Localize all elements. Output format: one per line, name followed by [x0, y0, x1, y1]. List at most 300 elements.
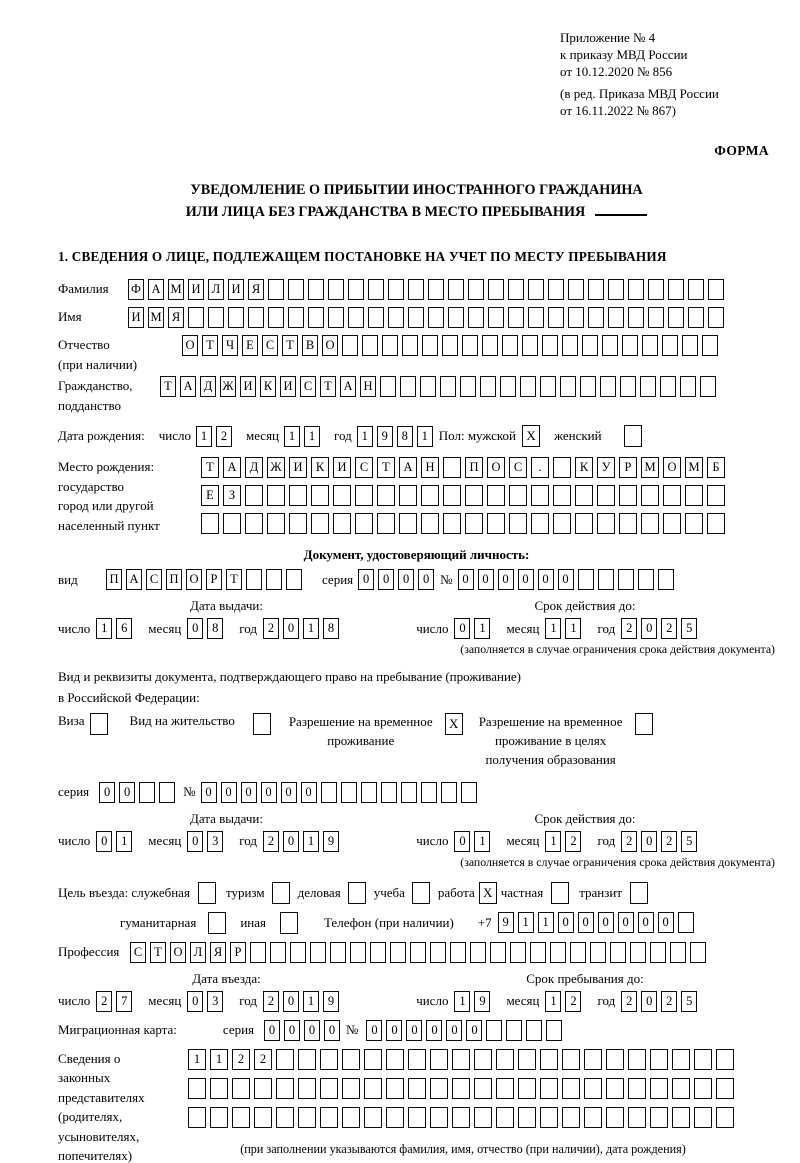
char-cell[interactable]: 1: [518, 912, 534, 933]
char-cell[interactable]: Ч: [222, 335, 238, 356]
char-cell[interactable]: [268, 279, 284, 300]
char-cell[interactable]: 0: [281, 782, 297, 803]
char-cell[interactable]: 2: [565, 991, 581, 1012]
char-cell[interactable]: [443, 485, 461, 506]
char-cell[interactable]: [341, 782, 357, 803]
char-cell[interactable]: [568, 307, 584, 328]
char-cell[interactable]: 0: [578, 912, 594, 933]
char-cell[interactable]: [648, 279, 664, 300]
char-cell[interactable]: 0: [498, 569, 514, 590]
char-cell[interactable]: [410, 942, 426, 963]
char-cell[interactable]: [276, 1049, 294, 1070]
char-cell[interactable]: [386, 1078, 404, 1099]
char-cell[interactable]: [578, 569, 594, 590]
char-cell[interactable]: [590, 942, 606, 963]
char-cell[interactable]: [488, 307, 504, 328]
char-cell[interactable]: [597, 485, 615, 506]
char-cell[interactable]: 1: [284, 426, 300, 447]
char-cell[interactable]: Т: [320, 376, 336, 397]
char-cell[interactable]: 0: [458, 569, 474, 590]
char-cell[interactable]: 0: [558, 912, 574, 933]
char-cell[interactable]: 0: [187, 831, 203, 852]
char-cell[interactable]: [328, 307, 344, 328]
char-cell[interactable]: 2: [232, 1049, 250, 1070]
char-cell[interactable]: [568, 279, 584, 300]
char-cell[interactable]: [440, 376, 456, 397]
char-cell[interactable]: [355, 485, 373, 506]
char-cell[interactable]: 2: [565, 831, 581, 852]
char-cell[interactable]: [461, 782, 477, 803]
char-cell[interactable]: [597, 513, 615, 534]
char-cell[interactable]: [620, 376, 636, 397]
char-cell[interactable]: [575, 485, 593, 506]
char-cell[interactable]: [268, 307, 284, 328]
char-cell[interactable]: 5: [681, 618, 697, 639]
char-cell[interactable]: [422, 335, 438, 356]
char-cell[interactable]: [685, 513, 703, 534]
char-cell[interactable]: [330, 942, 346, 963]
char-cell[interactable]: 1: [545, 991, 561, 1012]
char-cell[interactable]: [518, 1049, 536, 1070]
char-cell[interactable]: 0: [658, 912, 674, 933]
char-cell[interactable]: [254, 1078, 272, 1099]
char-cell[interactable]: 0: [324, 1020, 340, 1041]
char-cell[interactable]: [619, 485, 637, 506]
purpose-work-checkbox[interactable]: X: [479, 882, 497, 904]
char-cell[interactable]: [443, 457, 461, 478]
char-cell[interactable]: [408, 1107, 426, 1128]
char-cell[interactable]: [342, 1078, 360, 1099]
char-cell[interactable]: Р: [619, 457, 637, 478]
char-cell[interactable]: [610, 942, 626, 963]
char-cell[interactable]: Н: [421, 457, 439, 478]
char-cell[interactable]: Т: [202, 335, 218, 356]
char-cell[interactable]: 1: [196, 426, 212, 447]
char-cell[interactable]: В: [302, 335, 318, 356]
char-cell[interactable]: [682, 335, 698, 356]
char-cell[interactable]: [690, 942, 706, 963]
char-cell[interactable]: [368, 279, 384, 300]
char-cell[interactable]: [430, 1078, 448, 1099]
char-cell[interactable]: [450, 942, 466, 963]
char-cell[interactable]: [298, 1049, 316, 1070]
char-cell[interactable]: [382, 335, 398, 356]
char-cell[interactable]: 1: [303, 991, 319, 1012]
char-cell[interactable]: А: [399, 457, 417, 478]
char-cell[interactable]: [381, 782, 397, 803]
char-cell[interactable]: [520, 376, 536, 397]
char-cell[interactable]: [452, 1049, 470, 1070]
char-cell[interactable]: 1: [188, 1049, 206, 1070]
char-cell[interactable]: 1: [303, 618, 319, 639]
char-cell[interactable]: [362, 335, 378, 356]
char-cell[interactable]: П: [106, 569, 122, 590]
char-cell[interactable]: [628, 1107, 646, 1128]
char-cell[interactable]: [276, 1078, 294, 1099]
char-cell[interactable]: [548, 307, 564, 328]
temp-residence-education-checkbox[interactable]: [635, 713, 653, 735]
char-cell[interactable]: [420, 376, 436, 397]
char-cell[interactable]: [509, 513, 527, 534]
char-cell[interactable]: 0: [618, 912, 634, 933]
char-cell[interactable]: О: [663, 457, 681, 478]
char-cell[interactable]: [510, 942, 526, 963]
char-cell[interactable]: [650, 1078, 668, 1099]
char-cell[interactable]: [716, 1049, 734, 1070]
char-cell[interactable]: Б: [707, 457, 725, 478]
char-cell[interactable]: [580, 376, 596, 397]
char-cell[interactable]: О: [186, 569, 202, 590]
char-cell[interactable]: 1: [545, 831, 561, 852]
char-cell[interactable]: [288, 307, 304, 328]
char-cell[interactable]: 0: [641, 831, 657, 852]
char-cell[interactable]: [223, 513, 241, 534]
char-cell[interactable]: [430, 1107, 448, 1128]
char-cell[interactable]: [470, 942, 486, 963]
char-cell[interactable]: У: [597, 457, 615, 478]
char-cell[interactable]: 9: [498, 912, 514, 933]
char-cell[interactable]: С: [146, 569, 162, 590]
char-cell[interactable]: [700, 376, 716, 397]
char-cell[interactable]: Т: [226, 569, 242, 590]
char-cell[interactable]: [408, 307, 424, 328]
char-cell[interactable]: [386, 1107, 404, 1128]
char-cell[interactable]: [348, 307, 364, 328]
char-cell[interactable]: [506, 1020, 522, 1041]
char-cell[interactable]: [159, 782, 175, 803]
char-cell[interactable]: [320, 1049, 338, 1070]
char-cell[interactable]: [628, 279, 644, 300]
char-cell[interactable]: [289, 513, 307, 534]
char-cell[interactable]: [562, 1049, 580, 1070]
char-cell[interactable]: [311, 513, 329, 534]
char-cell[interactable]: [518, 1107, 536, 1128]
char-cell[interactable]: [641, 513, 659, 534]
char-cell[interactable]: [390, 942, 406, 963]
char-cell[interactable]: И: [333, 457, 351, 478]
char-cell[interactable]: [618, 569, 634, 590]
temp-residence-checkbox[interactable]: X: [445, 713, 463, 735]
char-cell[interactable]: [531, 485, 549, 506]
char-cell[interactable]: 9: [377, 426, 393, 447]
char-cell[interactable]: [188, 307, 204, 328]
purpose-transit-checkbox[interactable]: [630, 882, 648, 904]
char-cell[interactable]: [428, 279, 444, 300]
char-cell[interactable]: 2: [661, 618, 677, 639]
char-cell[interactable]: [584, 1049, 602, 1070]
char-cell[interactable]: [250, 942, 266, 963]
char-cell[interactable]: 0: [538, 569, 554, 590]
char-cell[interactable]: 0: [96, 831, 112, 852]
char-cell[interactable]: 1: [538, 912, 554, 933]
char-cell[interactable]: 2: [216, 426, 232, 447]
char-cell[interactable]: 0: [598, 912, 614, 933]
char-cell[interactable]: С: [509, 457, 527, 478]
purpose-private-checkbox[interactable]: [551, 882, 569, 904]
char-cell[interactable]: И: [280, 376, 296, 397]
char-cell[interactable]: 2: [96, 991, 112, 1012]
char-cell[interactable]: 7: [116, 991, 132, 1012]
char-cell[interactable]: [321, 782, 337, 803]
char-cell[interactable]: 1: [454, 991, 470, 1012]
char-cell[interactable]: [342, 1107, 360, 1128]
char-cell[interactable]: 9: [323, 831, 339, 852]
char-cell[interactable]: [139, 782, 155, 803]
char-cell[interactable]: [430, 942, 446, 963]
char-cell[interactable]: [487, 485, 505, 506]
char-cell[interactable]: [553, 457, 571, 478]
char-cell[interactable]: [266, 569, 282, 590]
char-cell[interactable]: К: [311, 457, 329, 478]
char-cell[interactable]: [380, 376, 396, 397]
char-cell[interactable]: [246, 569, 262, 590]
char-cell[interactable]: [688, 307, 704, 328]
char-cell[interactable]: [588, 279, 604, 300]
char-cell[interactable]: [399, 513, 417, 534]
char-cell[interactable]: Т: [377, 457, 395, 478]
char-cell[interactable]: [628, 1049, 646, 1070]
char-cell[interactable]: [402, 335, 418, 356]
char-cell[interactable]: [311, 485, 329, 506]
char-cell[interactable]: [421, 782, 437, 803]
char-cell[interactable]: 0: [264, 1020, 280, 1041]
char-cell[interactable]: А: [148, 279, 164, 300]
char-cell[interactable]: [333, 485, 351, 506]
char-cell[interactable]: [619, 513, 637, 534]
char-cell[interactable]: П: [166, 569, 182, 590]
char-cell[interactable]: [201, 513, 219, 534]
char-cell[interactable]: [694, 1107, 712, 1128]
char-cell[interactable]: [560, 376, 576, 397]
char-cell[interactable]: 2: [621, 831, 637, 852]
char-cell[interactable]: Т: [150, 942, 166, 963]
char-cell[interactable]: 0: [418, 569, 434, 590]
char-cell[interactable]: И: [289, 457, 307, 478]
char-cell[interactable]: [465, 485, 483, 506]
char-cell[interactable]: [286, 569, 302, 590]
char-cell[interactable]: [598, 569, 614, 590]
char-cell[interactable]: Я: [210, 942, 226, 963]
char-cell[interactable]: 0: [426, 1020, 442, 1041]
char-cell[interactable]: А: [223, 457, 241, 478]
sex-female-checkbox[interactable]: [624, 425, 642, 447]
char-cell[interactable]: 0: [283, 618, 299, 639]
char-cell[interactable]: Ж: [267, 457, 285, 478]
char-cell[interactable]: [648, 307, 664, 328]
char-cell[interactable]: [688, 279, 704, 300]
char-cell[interactable]: [245, 513, 263, 534]
char-cell[interactable]: Ж: [220, 376, 236, 397]
char-cell[interactable]: С: [262, 335, 278, 356]
char-cell[interactable]: [550, 942, 566, 963]
char-cell[interactable]: [364, 1107, 382, 1128]
char-cell[interactable]: 0: [358, 569, 374, 590]
char-cell[interactable]: С: [300, 376, 316, 397]
char-cell[interactable]: [408, 1078, 426, 1099]
char-cell[interactable]: 2: [661, 991, 677, 1012]
char-cell[interactable]: [562, 1078, 580, 1099]
char-cell[interactable]: 0: [201, 782, 217, 803]
char-cell[interactable]: [540, 1078, 558, 1099]
char-cell[interactable]: 0: [641, 618, 657, 639]
char-cell[interactable]: [289, 485, 307, 506]
char-cell[interactable]: 2: [263, 618, 279, 639]
char-cell[interactable]: [370, 942, 386, 963]
char-cell[interactable]: [526, 1020, 542, 1041]
char-cell[interactable]: 0: [304, 1020, 320, 1041]
char-cell[interactable]: [442, 335, 458, 356]
char-cell[interactable]: [462, 335, 478, 356]
char-cell[interactable]: [496, 1107, 514, 1128]
char-cell[interactable]: 2: [263, 831, 279, 852]
char-cell[interactable]: 1: [565, 618, 581, 639]
char-cell[interactable]: 0: [366, 1020, 382, 1041]
char-cell[interactable]: [528, 279, 544, 300]
char-cell[interactable]: А: [340, 376, 356, 397]
char-cell[interactable]: [254, 1107, 272, 1128]
char-cell[interactable]: [474, 1049, 492, 1070]
char-cell[interactable]: Я: [248, 279, 264, 300]
char-cell[interactable]: [245, 485, 263, 506]
char-cell[interactable]: [553, 485, 571, 506]
char-cell[interactable]: [562, 335, 578, 356]
char-cell[interactable]: А: [126, 569, 142, 590]
char-cell[interactable]: Л: [190, 942, 206, 963]
char-cell[interactable]: [628, 1078, 646, 1099]
char-cell[interactable]: 1: [116, 831, 132, 852]
char-cell[interactable]: С: [130, 942, 146, 963]
char-cell[interactable]: [474, 1107, 492, 1128]
char-cell[interactable]: Е: [242, 335, 258, 356]
char-cell[interactable]: [386, 1049, 404, 1070]
char-cell[interactable]: [608, 307, 624, 328]
char-cell[interactable]: [662, 335, 678, 356]
char-cell[interactable]: [448, 279, 464, 300]
char-cell[interactable]: [680, 376, 696, 397]
char-cell[interactable]: [408, 279, 424, 300]
char-cell[interactable]: 8: [397, 426, 413, 447]
char-cell[interactable]: Д: [245, 457, 263, 478]
char-cell[interactable]: [584, 1107, 602, 1128]
char-cell[interactable]: А: [180, 376, 196, 397]
char-cell[interactable]: 0: [466, 1020, 482, 1041]
char-cell[interactable]: [350, 942, 366, 963]
char-cell[interactable]: [421, 485, 439, 506]
char-cell[interactable]: 1: [357, 426, 373, 447]
char-cell[interactable]: [707, 513, 725, 534]
char-cell[interactable]: [400, 376, 416, 397]
char-cell[interactable]: [430, 1049, 448, 1070]
char-cell[interactable]: [663, 513, 681, 534]
char-cell[interactable]: [640, 376, 656, 397]
char-cell[interactable]: М: [168, 279, 184, 300]
char-cell[interactable]: [540, 1049, 558, 1070]
char-cell[interactable]: [448, 307, 464, 328]
char-cell[interactable]: [628, 307, 644, 328]
char-cell[interactable]: [348, 279, 364, 300]
purpose-humanitarian-checkbox[interactable]: [208, 912, 226, 934]
char-cell[interactable]: [508, 307, 524, 328]
char-cell[interactable]: [377, 513, 395, 534]
char-cell[interactable]: 0: [638, 912, 654, 933]
char-cell[interactable]: 0: [454, 831, 470, 852]
char-cell[interactable]: [622, 335, 638, 356]
char-cell[interactable]: О: [182, 335, 198, 356]
char-cell[interactable]: 0: [378, 569, 394, 590]
char-cell[interactable]: 9: [323, 991, 339, 1012]
char-cell[interactable]: [509, 485, 527, 506]
char-cell[interactable]: И: [188, 279, 204, 300]
char-cell[interactable]: 8: [323, 618, 339, 639]
char-cell[interactable]: [210, 1107, 228, 1128]
char-cell[interactable]: 3: [207, 831, 223, 852]
char-cell[interactable]: [298, 1107, 316, 1128]
char-cell[interactable]: [663, 485, 681, 506]
char-cell[interactable]: [606, 1049, 624, 1070]
char-cell[interactable]: [443, 513, 461, 534]
char-cell[interactable]: [267, 513, 285, 534]
char-cell[interactable]: [708, 279, 724, 300]
char-cell[interactable]: [540, 376, 556, 397]
char-cell[interactable]: Т: [201, 457, 219, 478]
char-cell[interactable]: [708, 307, 724, 328]
char-cell[interactable]: [685, 485, 703, 506]
char-cell[interactable]: [401, 782, 417, 803]
char-cell[interactable]: Т: [282, 335, 298, 356]
char-cell[interactable]: К: [260, 376, 276, 397]
char-cell[interactable]: Н: [360, 376, 376, 397]
visa-checkbox[interactable]: [90, 713, 108, 735]
char-cell[interactable]: 1: [96, 618, 112, 639]
purpose-tourism-checkbox[interactable]: [272, 882, 290, 904]
char-cell[interactable]: [518, 1078, 536, 1099]
char-cell[interactable]: 2: [621, 618, 637, 639]
char-cell[interactable]: 2: [661, 831, 677, 852]
char-cell[interactable]: 2: [263, 991, 279, 1012]
char-cell[interactable]: 0: [518, 569, 534, 590]
char-cell[interactable]: 1: [417, 426, 433, 447]
char-cell[interactable]: [707, 485, 725, 506]
char-cell[interactable]: [540, 1107, 558, 1128]
char-cell[interactable]: Ф: [128, 279, 144, 300]
char-cell[interactable]: [188, 1107, 206, 1128]
char-cell[interactable]: [488, 279, 504, 300]
char-cell[interactable]: [486, 1020, 502, 1041]
char-cell[interactable]: [320, 1078, 338, 1099]
char-cell[interactable]: [702, 335, 718, 356]
char-cell[interactable]: [308, 279, 324, 300]
char-cell[interactable]: [232, 1107, 250, 1128]
char-cell[interactable]: [288, 279, 304, 300]
residence-permit-checkbox[interactable]: [253, 713, 271, 735]
char-cell[interactable]: [638, 569, 654, 590]
char-cell[interactable]: [553, 513, 571, 534]
char-cell[interactable]: 0: [446, 1020, 462, 1041]
char-cell[interactable]: [208, 307, 224, 328]
char-cell[interactable]: 1: [303, 831, 319, 852]
char-cell[interactable]: [694, 1049, 712, 1070]
char-cell[interactable]: [333, 513, 351, 534]
char-cell[interactable]: [500, 376, 516, 397]
char-cell[interactable]: Е: [201, 485, 219, 506]
char-cell[interactable]: [388, 279, 404, 300]
char-cell[interactable]: [399, 485, 417, 506]
char-cell[interactable]: [480, 376, 496, 397]
char-cell[interactable]: [668, 307, 684, 328]
purpose-business-trip-checkbox[interactable]: [198, 882, 216, 904]
char-cell[interactable]: 5: [681, 991, 697, 1012]
char-cell[interactable]: [668, 279, 684, 300]
